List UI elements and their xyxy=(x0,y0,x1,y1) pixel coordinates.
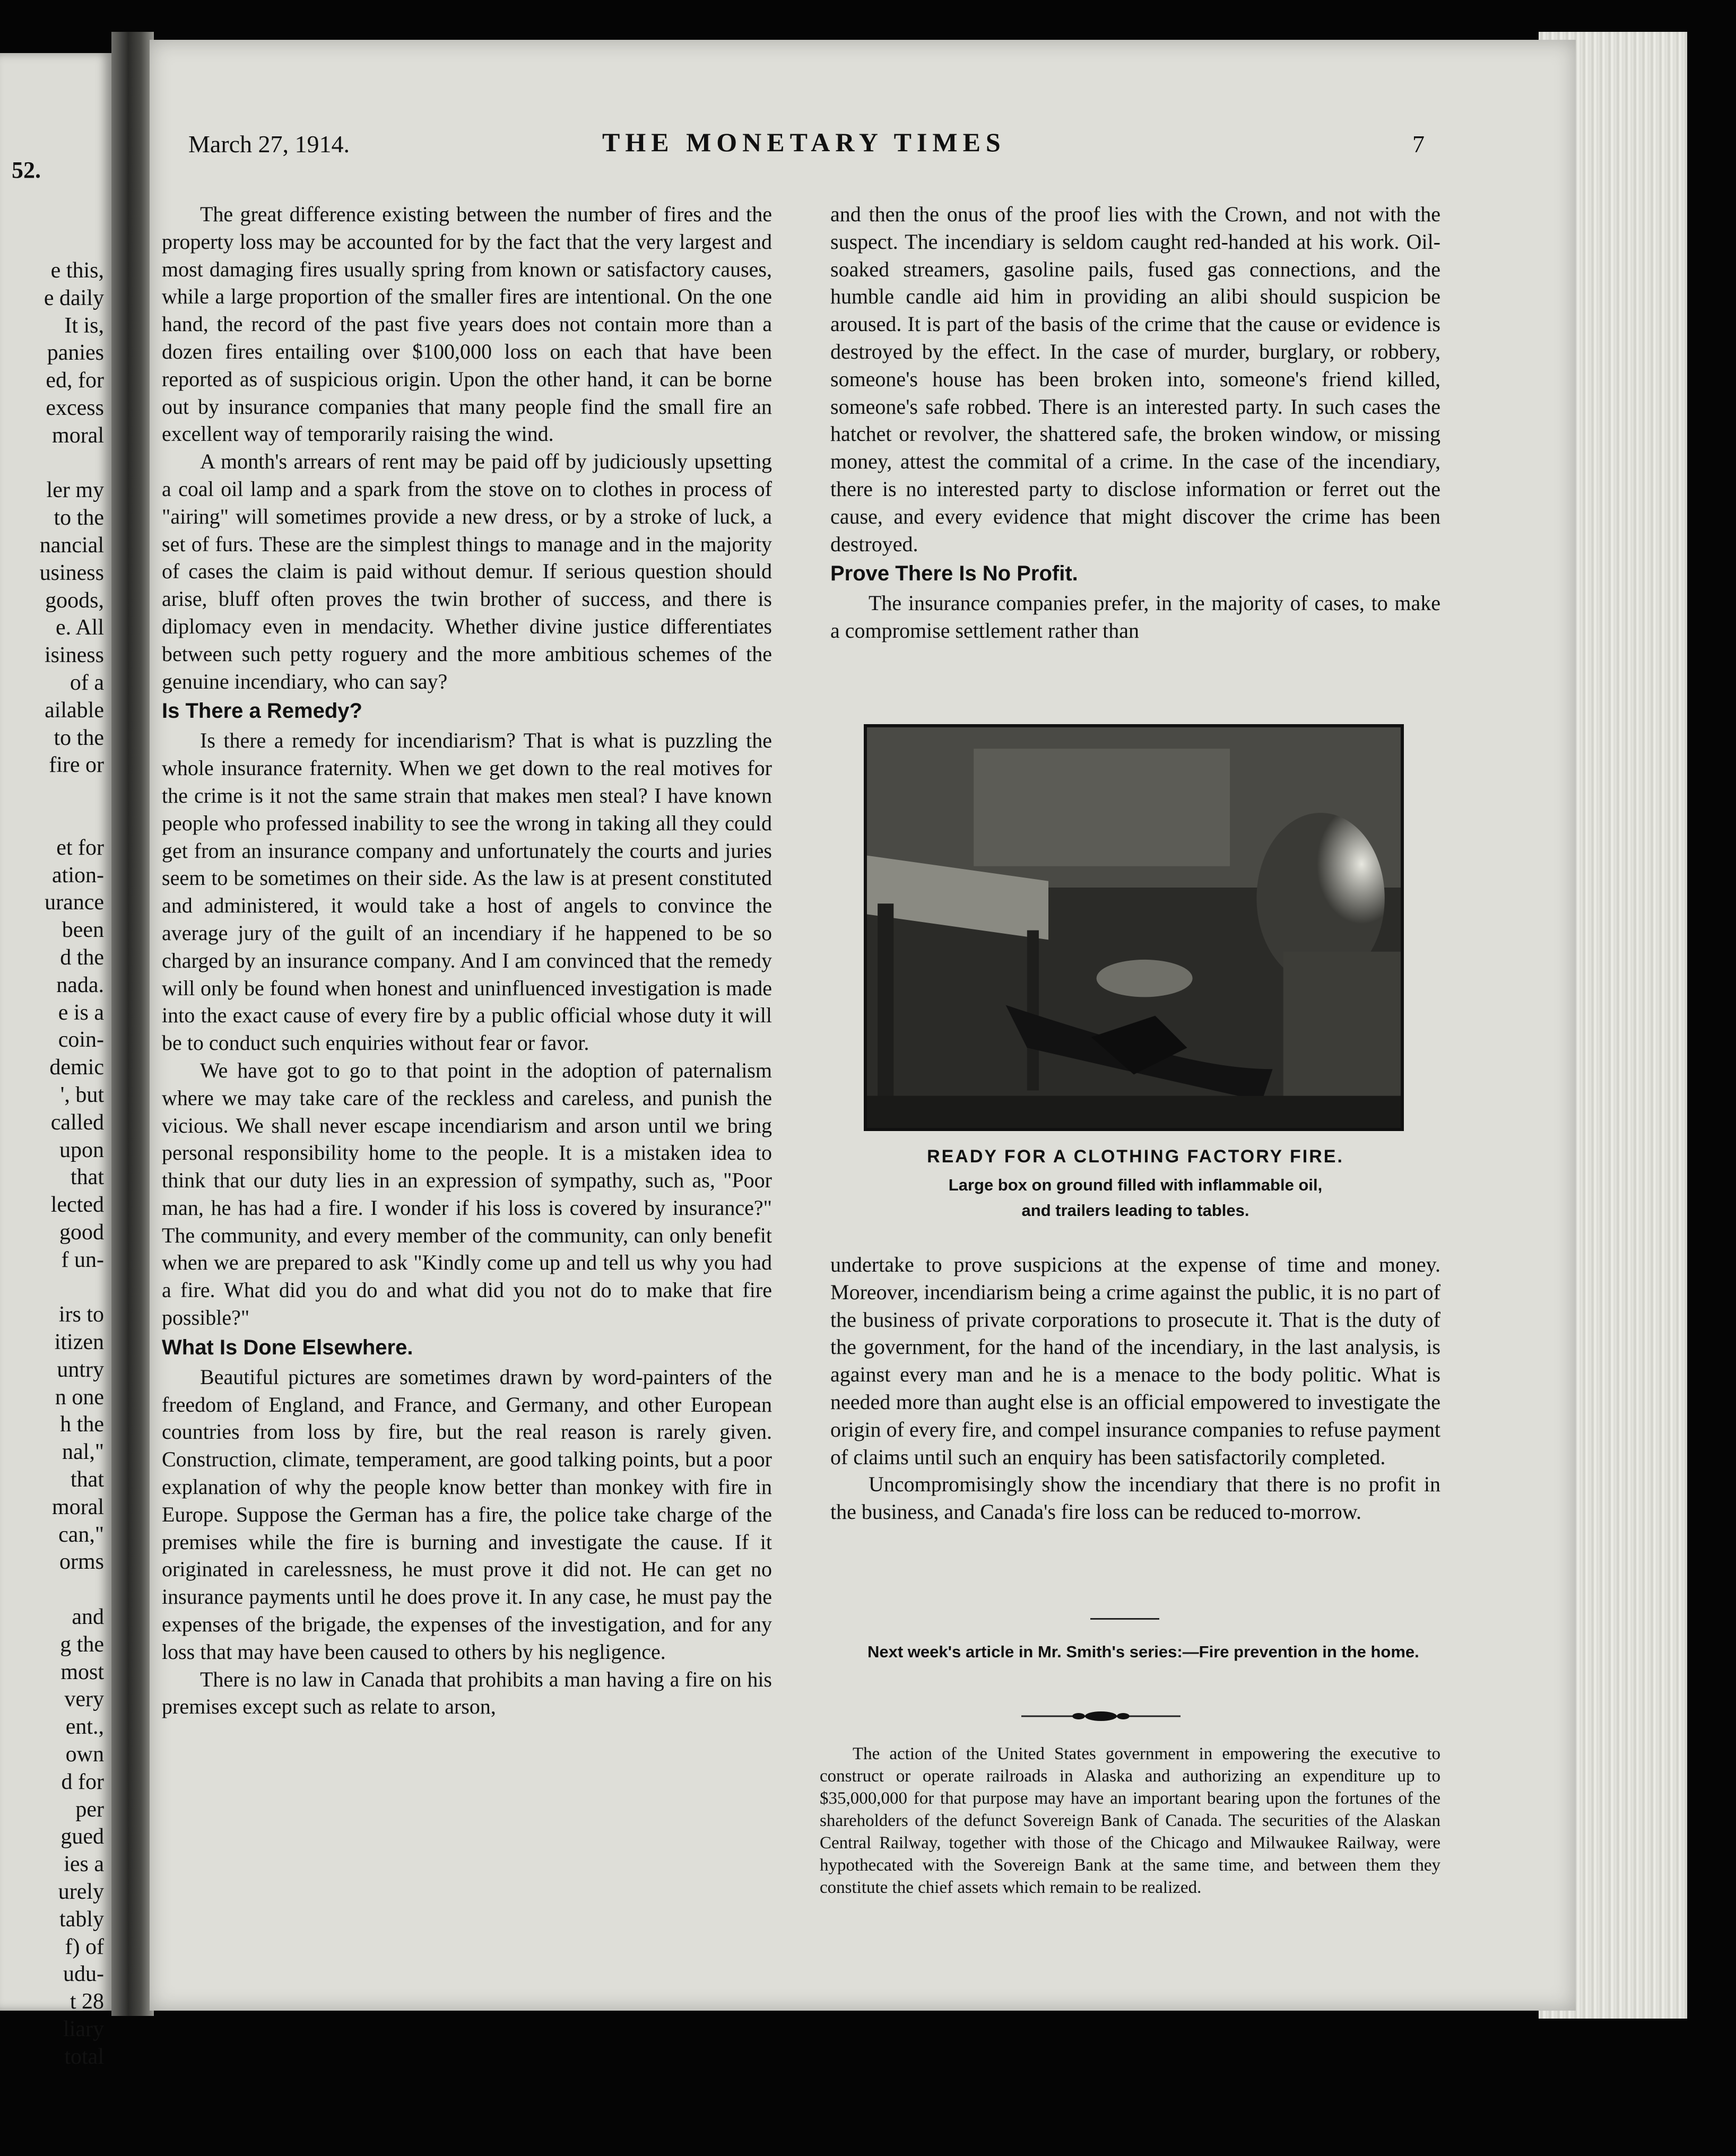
facing-page-fragment xyxy=(0,450,104,477)
facing-page-fragment xyxy=(0,779,104,807)
facing-page-fragment: been xyxy=(62,918,104,943)
page-number: 7 xyxy=(1412,131,1425,158)
article-column-right-top xyxy=(830,201,1440,645)
article-column-left xyxy=(162,201,772,1720)
facing-page-fragment: et for xyxy=(56,835,104,860)
ornament-divider xyxy=(1021,1708,1181,1724)
facing-page-fragment: and xyxy=(72,1605,104,1630)
facing-page-fragment: of a xyxy=(70,670,104,695)
facing-page-fragment: upon xyxy=(59,1137,104,1162)
caption-line-1: Large box on ground filled with inflammable oil, xyxy=(948,1176,1323,1194)
facing-page-text-fragments xyxy=(0,257,104,2071)
facing-page-fragment: own xyxy=(65,1742,104,1767)
article-paragraph: undertake to prove suspicions at the expense of time and money. Moreover, incendiarism being a crime against the public, it is no part of the business of private corporations to prosecute it. That is the duty of the government, for the hand of the incendiary, in the last analysis, is against every man and he is a menace to the body politic. What is needed more than aught else is an official empowered to investigate the origin of every fire, and compel insurance companies to refuse payment of claims until such an enquiry has been satisfactorily completed. xyxy=(830,1253,1440,1469)
facing-page-fragment: n one xyxy=(55,1385,104,1410)
book-gutter xyxy=(111,32,154,2016)
article-paragraph: The insurance companies prefer, in the majority of cases, to make a compromise settlement rather than xyxy=(830,591,1440,643)
short-divider xyxy=(1090,1618,1159,1620)
facing-page-fragment: orms xyxy=(59,1550,104,1575)
facing-page-fragment: demic xyxy=(49,1055,104,1080)
facing-page-fragment: ', but xyxy=(60,1082,104,1107)
article-paragraph: Is there a remedy for incendiarism? That is what is puzzling the whole insurance fraternity. When we get down to the real motives for the crime is it not the same strain that makes men steal? I have known people who professed inability to see the wrong in taking all they could get from an insurance company and unfortunately the courts and juries seem to be sometimes on their side. As the law is at present constituted and administered, it would take a host of angels to convince the average jury of the guilt of an incendiary if he happened to be so charged by an insurance company. And I am convinced that the remedy will only be found when honest and uninfluenced investigation is made into the exact cause of every fire by a public official whose duty it will be to conduct such enquiries without fear or favor. xyxy=(162,728,772,1055)
facing-page-fragment: e daily xyxy=(44,285,104,310)
facing-page-fragment: moral xyxy=(52,1494,104,1519)
section-heading: Prove There Is No Profit. xyxy=(830,562,1078,586)
facing-page xyxy=(0,53,111,2069)
facing-page-fragment: panies xyxy=(47,341,104,366)
facing-page-fragment: ation- xyxy=(52,863,104,888)
facing-page-fragment: to the xyxy=(54,725,104,750)
facing-page-fragment: goods, xyxy=(45,588,104,613)
facing-page-fragment: that xyxy=(71,1467,104,1492)
article-paragraph: The great difference existing between the number of fires and the property loss may be accounted for by the fact that the very largest and most damaging fires usually spring from known or satisfactory causes, while a large proportion of the smaller fires are intentional. On the one hand, the record of the past five years does not contain more than a dozen fires entailing over $100,000 loss on each that have been reported as of suspicious origin. Upon the other hand, it can be borne out by insurance companies that many people find the small fire an excellent way of temporarily raising the wind. xyxy=(162,202,772,446)
facing-page-fragment: irs to xyxy=(58,1302,104,1327)
facing-page-fragment: urely xyxy=(58,1880,104,1905)
facing-page-fragment: moral xyxy=(52,423,104,448)
facing-page-fragment: e this, xyxy=(50,258,104,283)
facing-page-fragment: udu- xyxy=(63,1962,104,1987)
facing-page-fragment: ies a xyxy=(64,1852,104,1877)
alaska-railway-note xyxy=(820,1743,1440,1899)
facing-page-fragment: It is, xyxy=(64,313,104,338)
issue-date: March 27, 1914. xyxy=(188,131,350,158)
facing-page-fragment: very xyxy=(64,1687,104,1712)
facing-page-fragment: ed, for xyxy=(46,368,104,393)
facing-page-fragment: usiness xyxy=(39,560,104,585)
facing-page-fragment: itizen xyxy=(54,1330,104,1355)
article-column-right-bottom xyxy=(830,1251,1440,1526)
facing-page-fragment: fire or xyxy=(49,753,104,778)
article-paragraph: and then the onus of the proof lies with the Crown, and not with the suspect. The incendiary is seldom caught red-handed at his work. Oil-soaked streamers, gasoline pails, fused gas connections, and the humble candle aid him in providing an alibi should suspicion be aroused. It is part of the basis of the crime that the cause or evidence is destroyed by the effect. In the case of murder, burglary, or robbery, someone's house has been broken into, someone's friend killed, someone's safe robbed. There is an interested party. In such cases the hatchet or revolver, the shattered safe, the broken window, or missing money, attest the commital of a crime. In the case of the incendiary, there is no interested party to disclose information or ferret out the cause, and every evidence that might discover the crime has been destroyed. xyxy=(830,202,1440,556)
facing-page-fragment: d for xyxy=(61,1769,104,1794)
facing-page-fragment: ailable xyxy=(45,698,104,723)
article-paragraph: Uncompromisingly show the incendiary that there is no profit in the business, and Canada's fire loss can be reduced to-morrow. xyxy=(830,1472,1440,1524)
facing-page-fragment: nancial xyxy=(39,533,104,558)
facing-page-fragment: per xyxy=(75,1797,104,1822)
caption-title: READY FOR A CLOTHING FACTORY FIRE. xyxy=(927,1146,1344,1167)
note-paragraph: The action of the United States government in empowering the executive to construct or operate railroads in Alaska and authorizing an expenditure up to $35,000,000 for that purpose may have an important bearing upon the fortunes of the shareholders of the defunct Sovereign Bank of Canada. The securities of the Alaskan Central Railway, together with those of the Chicago and Milwaukee Railway, were hypothecated with the Sovereign Bank at the same time, and between them they constitute the chief assets which remain to be realized. xyxy=(820,1744,1440,1897)
facing-page-fragment: isiness xyxy=(44,643,104,668)
photo-image xyxy=(867,727,1401,1128)
facing-page-fragment: to the xyxy=(54,506,104,531)
facing-page-fragment: e is a xyxy=(58,1000,104,1025)
facing-page-fragment: excess xyxy=(46,395,104,420)
facing-page-fragment xyxy=(0,807,104,834)
facing-page-fragment: most xyxy=(60,1659,104,1684)
section-heading: Is There a Remedy? xyxy=(162,699,362,723)
facing-page-fragment: that xyxy=(71,1165,104,1190)
facing-page-fragment: can," xyxy=(58,1522,104,1547)
ornament-icon xyxy=(1021,1708,1181,1724)
facing-page-fragment: t 28 xyxy=(70,1989,104,2014)
facing-page-fragment: h the xyxy=(60,1412,104,1437)
facing-page-fragment: good xyxy=(59,1220,104,1245)
caption-line-2: and trailers leading to tables. xyxy=(1021,1201,1249,1220)
facing-page-number: 52. xyxy=(12,157,41,183)
facing-page-fragment: f un- xyxy=(61,1247,104,1272)
next-week-notice: Next week's article in Mr. Smith's series:—Fire prevention in the home. xyxy=(867,1642,1419,1661)
photo-caption xyxy=(830,1141,1440,1223)
facing-page-fragment: total xyxy=(64,2044,104,2069)
article-paragraph: A month's arrears of rent may be paid off by judiciously upsetting a coal oil lamp and a spark from the stove on to clothes in process of "airing" will sometimes provide a new dress, or by a stroke of luck, a set of furs. These are the simplest things to manage and in the majority of cases the claim is paid without demur. If serious question should arise, bluff often proves the twin brother of success, and there is diplomacy even in mendacity. Whether divine justice differentiates between such petty roguery and the more ambitious schemes of the genuine incendiary, who can say? xyxy=(162,449,772,693)
publication-title: THE MONETARY TIMES xyxy=(602,127,1006,157)
facing-page-fragment: ler my xyxy=(46,478,104,503)
article-paragraph: We have got to go to that point in the adoption of paternalism where we may take care of the reckless and careless, and punish the vicious. We shall never escape incendiarism and arson until we bring personal responsibility home to the people. It is a mistaken idea to think that our duty lies in an expression of sympathy, such as, "Poor man, he has had a fire. I wonder if his loss is covered by insurance?" The community, and every member of the community, can only benefit when we are prepared to ask "Kindly come up and tell us why you had a fire. What did you do and what did you not do to make that fire possible?" xyxy=(162,1058,772,1330)
factory-fire-photo xyxy=(864,724,1404,1131)
facing-page-fragment: e. All xyxy=(56,615,104,640)
facing-page-fragment: tably xyxy=(59,1907,104,1932)
facing-page-fragment: urance xyxy=(45,890,104,915)
facing-page-fragment: nada. xyxy=(56,972,104,997)
running-head xyxy=(188,127,1425,167)
article-paragraph: There is no law in Canada that prohibits a man having a fire on his premises except such as relate to arson, xyxy=(162,1667,772,1719)
facing-page-fragment: untry xyxy=(57,1357,104,1382)
facing-page-fragment: liary xyxy=(63,2017,104,2041)
section-heading: What Is Done Elsewhere. xyxy=(162,1335,413,1359)
facing-page-fragment: called xyxy=(50,1110,104,1135)
facing-page-fragment: g the xyxy=(60,1632,104,1657)
facing-page-fragment: gued xyxy=(60,1824,104,1849)
facing-page-fragment: nal," xyxy=(62,1440,104,1465)
facing-page-fragment xyxy=(0,1274,104,1301)
facing-page-fragment: d the xyxy=(60,945,104,970)
article-paragraph: Beautiful pictures are sometimes drawn by word-painters of the freedom of England, and France, and Germany, and other European countries from loss by fire, but the real reason is rarely given. Construction, climate, temperament, are good talking points, but a poor explanation of why the people know better than monkey with fire in Europe. Suppose the German has a fire, the police take charge of the premises while the fire is burning and investigate the cause. If it originated in carelessness, he must prove it did not. He can get no insurance payments until he does prove it. In any case, he must pay the expenses of the brigade, the expenses of the investigation, and for any loss that may have been caused to others by his negligence. xyxy=(162,1364,772,1664)
facing-page-fragment: lected xyxy=(50,1193,104,1218)
facing-page-fragment xyxy=(0,1576,104,1604)
facing-page-fragment: coin- xyxy=(58,1028,104,1053)
facing-page-fragment: f) of xyxy=(65,1934,104,1959)
facing-page-fragment: ent., xyxy=(65,1715,104,1740)
